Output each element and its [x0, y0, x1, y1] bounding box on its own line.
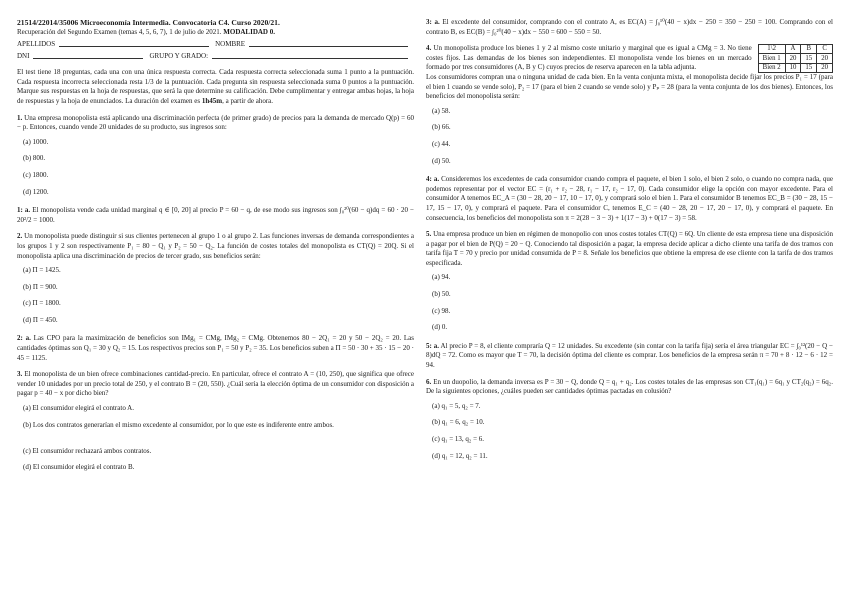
table-cell: 20: [785, 54, 801, 63]
table-header-cell: 1\2: [758, 45, 785, 54]
q3-option-c[interactable]: (c) El consumidor rechazará ambos contratos.: [23, 446, 152, 455]
q3-option-b[interactable]: (b) Los dos contratos generarían el mismo excedente al consumidor, por lo que este es indiferente entre ambos.: [23, 420, 334, 429]
q2-option-d[interactable]: (d) Π = 450.: [23, 315, 58, 324]
grupo-label: GRUPO Y GRADO:: [149, 51, 209, 60]
answer-3: 3: a. El excedente del consumidor, comprando con el contrato A, es EC(A) = ∫₀¹⁰(40 − x)dx − 250 = 350 − 250 = 100. Comprando con el contrato B, es EC(B) = ∫₀²⁰(40 − x)dx − 550 = 600 − 550 = 50.: [426, 18, 833, 36]
q5-option-d[interactable]: (d) 0.: [432, 323, 448, 332]
apellidos-label: APELLIDOS: [17, 39, 56, 48]
table-cell: 15: [801, 54, 817, 63]
table-row: [758, 54, 832, 63]
question-3: 3. El monopolista de un bien ofrece combinaciones cantidad-precio. En particular, ofrece el contrato A = (10, 250), que significa que ofrece vender 10 unidades por un precio total de 250, y el contrato B = (20, 550). ¿Cuál sería la elección óptima de un consumidor con disposición a pagar p = 40 − x por dicho bien?: [17, 370, 414, 398]
q5-option-a[interactable]: (a) 94.: [432, 273, 451, 282]
q3-option-d[interactable]: (d) El consumidor elegirá el contrato B.: [23, 463, 135, 472]
apellidos-field[interactable]: [59, 38, 209, 47]
answer-4: 4: a. Consideremos los excedentes de cada consumidor cuando compra el paquete, el bien 1 solo, el bien 2 solo, o cuando no compra nada, que podemos representar por el vector EC = (r₁ + r₂ − 28, r₁ − 17, r₂ − 17, 0). Cada consumidor elige la opción con mayor excedente. Para el consumidor A tenemos EC_A = (30 − 28, 20 − 17, 10 − 17, 0), y comprará solo el bien 1. Para el consumidor B tenemos EC_B = (30 − 28, 15 − 17, 15 − 17, 0), y comprará el paquete. Para el consumidor C, tenemos E_C = (40 − 28, 20 − 17, 20 − 17, 0), y comprará el paquete. En consecuencia, los beneficios del monopolista son π = 2(28 − 3 − 3) + 1(17 − 3) + 0(17 − 3) = 58.: [426, 175, 833, 222]
table-header-cell: B: [801, 45, 817, 54]
left-column: [17, 18, 414, 482]
question-6: 6. En un duopolio, la demanda inversa es P = 30 − Q, donde Q = q₁ + q₂. Los costes totales de las empresas son CT₁(q₁) = 6q₁ y CT₂(q₂) = 6q₂. De la siguientes opciones, ¿cuáles pueden ser cantidades óptimas pactadas en colusión?: [426, 377, 833, 396]
table-header-cell: C: [817, 45, 833, 54]
question-1: 1. Una empresa monopolista está aplicando una discriminación perfecta (de primer grado) de precios para la demanda de mercado Q(p) = 60 − p. Entonces, cuando vende 20 unidades de su producto, sus ingresos son:: [17, 113, 414, 132]
q5-options: [426, 273, 833, 339]
nombre-label: NOMBRE: [215, 39, 246, 48]
table-row: [758, 63, 832, 72]
table-header-cell: A: [785, 45, 801, 54]
q1-option-c[interactable]: (c) 1800.: [23, 170, 49, 179]
answer-5: 5: a. Al precio P = 8, el cliente compraría Q = 12 unidades. Su excedente (sin contar con la tarifa fija) sería el área triangular EC = ∫₀¹²(20 − Q − 8)dQ = 72. Como es mayor que T = 70, la decisión óptima del cliente es comprar. Los beneficios de la empresa serán π = 70 + 8 · 12 − 6 · 12 = 94.: [426, 341, 833, 370]
q1-option-d[interactable]: (d) 1200.: [23, 187, 49, 196]
q1-option-a[interactable]: (a) 1000.: [23, 137, 49, 146]
q6-option-b[interactable]: (b) q₁ = 6, q₂ = 10.: [432, 418, 485, 427]
q4-option-c[interactable]: (c) 44.: [432, 139, 451, 148]
modalidad: MODALIDAD 0.: [223, 27, 275, 36]
q3-options: [17, 404, 414, 480]
q2-option-c[interactable]: (c) Π = 1800.: [23, 299, 61, 308]
exam-subtitle: Recuperación del Segundo Examen (temas 4, 5, 6, 7), 1 de julio de 2021. MODALIDAD 0.: [17, 27, 275, 36]
q2-option-b[interactable]: (b) Π = 900.: [23, 282, 58, 291]
q2-option-a[interactable]: (a) Π = 1425.: [23, 266, 61, 275]
exam-title: 21514/22014/35006 Microeconomía Intermedia. Convocatoria C4. Curso 2020/21.: [17, 18, 280, 27]
q3-option-a[interactable]: (a) El consumidor elegirá el contrato A.: [23, 404, 134, 413]
table-cell: Bien 1: [758, 54, 785, 63]
q6-options: [426, 402, 833, 468]
reservation-prices-table: [758, 44, 833, 73]
q6-option-a[interactable]: (a) q₁ = 5, q₂ = 7.: [432, 401, 481, 410]
q1-option-b[interactable]: (b) 800.: [23, 154, 46, 163]
q5-option-c[interactable]: (c) 98.: [432, 306, 451, 315]
q6-option-d[interactable]: (d) q₁ = 12, q₂ = 11.: [432, 451, 488, 460]
q6-option-c[interactable]: (c) q₁ = 13, q₂ = 6.: [432, 435, 485, 443]
right-column: [426, 18, 833, 470]
table-header-row: [758, 45, 832, 54]
answer-2: 2: a. Las CPO para la maximización de beneficios son IMg₁ = CMg, IMg₂ = CMg. Obtenemos 80 − 2Q₁ = 20 y 50 − 2Q₂ = 20. Las cantidades óptimas son Q₁ = 30 y Q₂ = 15. Los respectivos precios son P₁ = 50 y P₂ = 35. Los beneficios suben a Π = 50 · 30 + 35 · 15 − 20 · 45 = 1125.: [17, 334, 414, 362]
dni-row: [17, 49, 414, 61]
q5-option-b[interactable]: (b) 50.: [432, 290, 451, 299]
q2-options: [17, 266, 414, 332]
q4-options: [426, 107, 833, 173]
table-cell: 15: [801, 63, 817, 72]
table-cell: Bien 2: [758, 63, 785, 72]
question-5: 5. Una empresa produce un bien en régimen de monopolio con unos costes totales CT(Q) = 6Q. Un cliente de esta empresa tiene una disposición a pagar por el bien de P(Q) = 20 − Q. Conociendo tal disposición a pagar, la empresa decide aplicar a dicho cliente una tarifa de dos tramos con tarifa fija T = 70 y precio por unidad consumida de P = 8. Señale los beneficios que obtiene la empresa de ese cliente con la tarifa de dos tramos especificada.: [426, 230, 833, 267]
q4-option-a[interactable]: (a) 58.: [432, 106, 451, 115]
question-2: 2. Un monopolista puede distinguir si sus clientes pertenecen al grupo 1 o al grupo 2. Las funciones inversas de demanda correspondientes a los grupos 1 y 2 son respectivamente P₁ = 80 − Q₁ y P₂ = 50 − Q₂. La función de costes totales del monopolista es CT(Q) = 20Q. Si el monopolista aplica una discriminación de precios de tercer grado, sus beneficios serán:: [17, 232, 415, 260]
dni-field[interactable]: [33, 50, 143, 59]
apellidos-row: [17, 37, 414, 49]
q4-option-b[interactable]: (b) 66.: [432, 123, 451, 132]
table-cell: 20: [817, 54, 833, 63]
question-4: 4. Un monopolista produce los bienes 1 y 2 al mismo coste unitario y marginal que es igual a CMg = 3. No tiene costes fijos. Las demandas de los bienes son independientes. El monopolista vende los bienes en un mercado formado por tres consumidores (A, B y C) cuyos precios de reserva aparecen en la tabla adjunta.: [426, 44, 752, 72]
answer-1: 1: a. El monopolista vende cada unidad marginal q ∈ [0, 20] al precio P = 60 − q, de ese modo sus ingresos son ∫₀²⁰(60 − q)dq = 60 · 20 − 20²/2 = 1000.: [17, 206, 414, 224]
q1-options: [17, 138, 414, 204]
instructions: El test tiene 18 preguntas, cada una con una única respuesta correcta. Cada respuesta correcta seleccionada suma 1 punto a la puntuación. Cada respuesta incorrecta seleccionada resta 1/3 de la puntuación. Cada pregunta sin respuesta seleccionada suma 0 puntos a la puntuación. Marque sus respuestas en la hoja de respuestas, que será la que determine su calificación. Debe cumplimentar y entregar ambas hojas, la hoja de respuestas y la hoja de enunciados. La duración del examen es 1h45m, a partir de ahora.: [17, 68, 414, 105]
question-4-continued: Los consumidores compran una o ninguna unidad de cada bien. En la venta conjunta mixta, el monopolista decide fijar los precios P₁ = 17 (para el bien 1 cuando se vende solo), P₂ = 17 (para el bien 2 cuando se vende solo) y Pₚ = 28 (para la venta conjunta de los dos bienes). Entonces, los beneficios del monopolista serán:: [426, 72, 833, 101]
table-cell: 20: [817, 63, 833, 72]
q4-option-d[interactable]: (d) 50.: [432, 156, 451, 165]
question-4-block: [426, 44, 833, 73]
table-cell: 10: [785, 63, 801, 72]
grupo-field[interactable]: [212, 50, 408, 59]
dni-label: DNI: [17, 51, 30, 60]
nombre-field[interactable]: [249, 38, 408, 47]
